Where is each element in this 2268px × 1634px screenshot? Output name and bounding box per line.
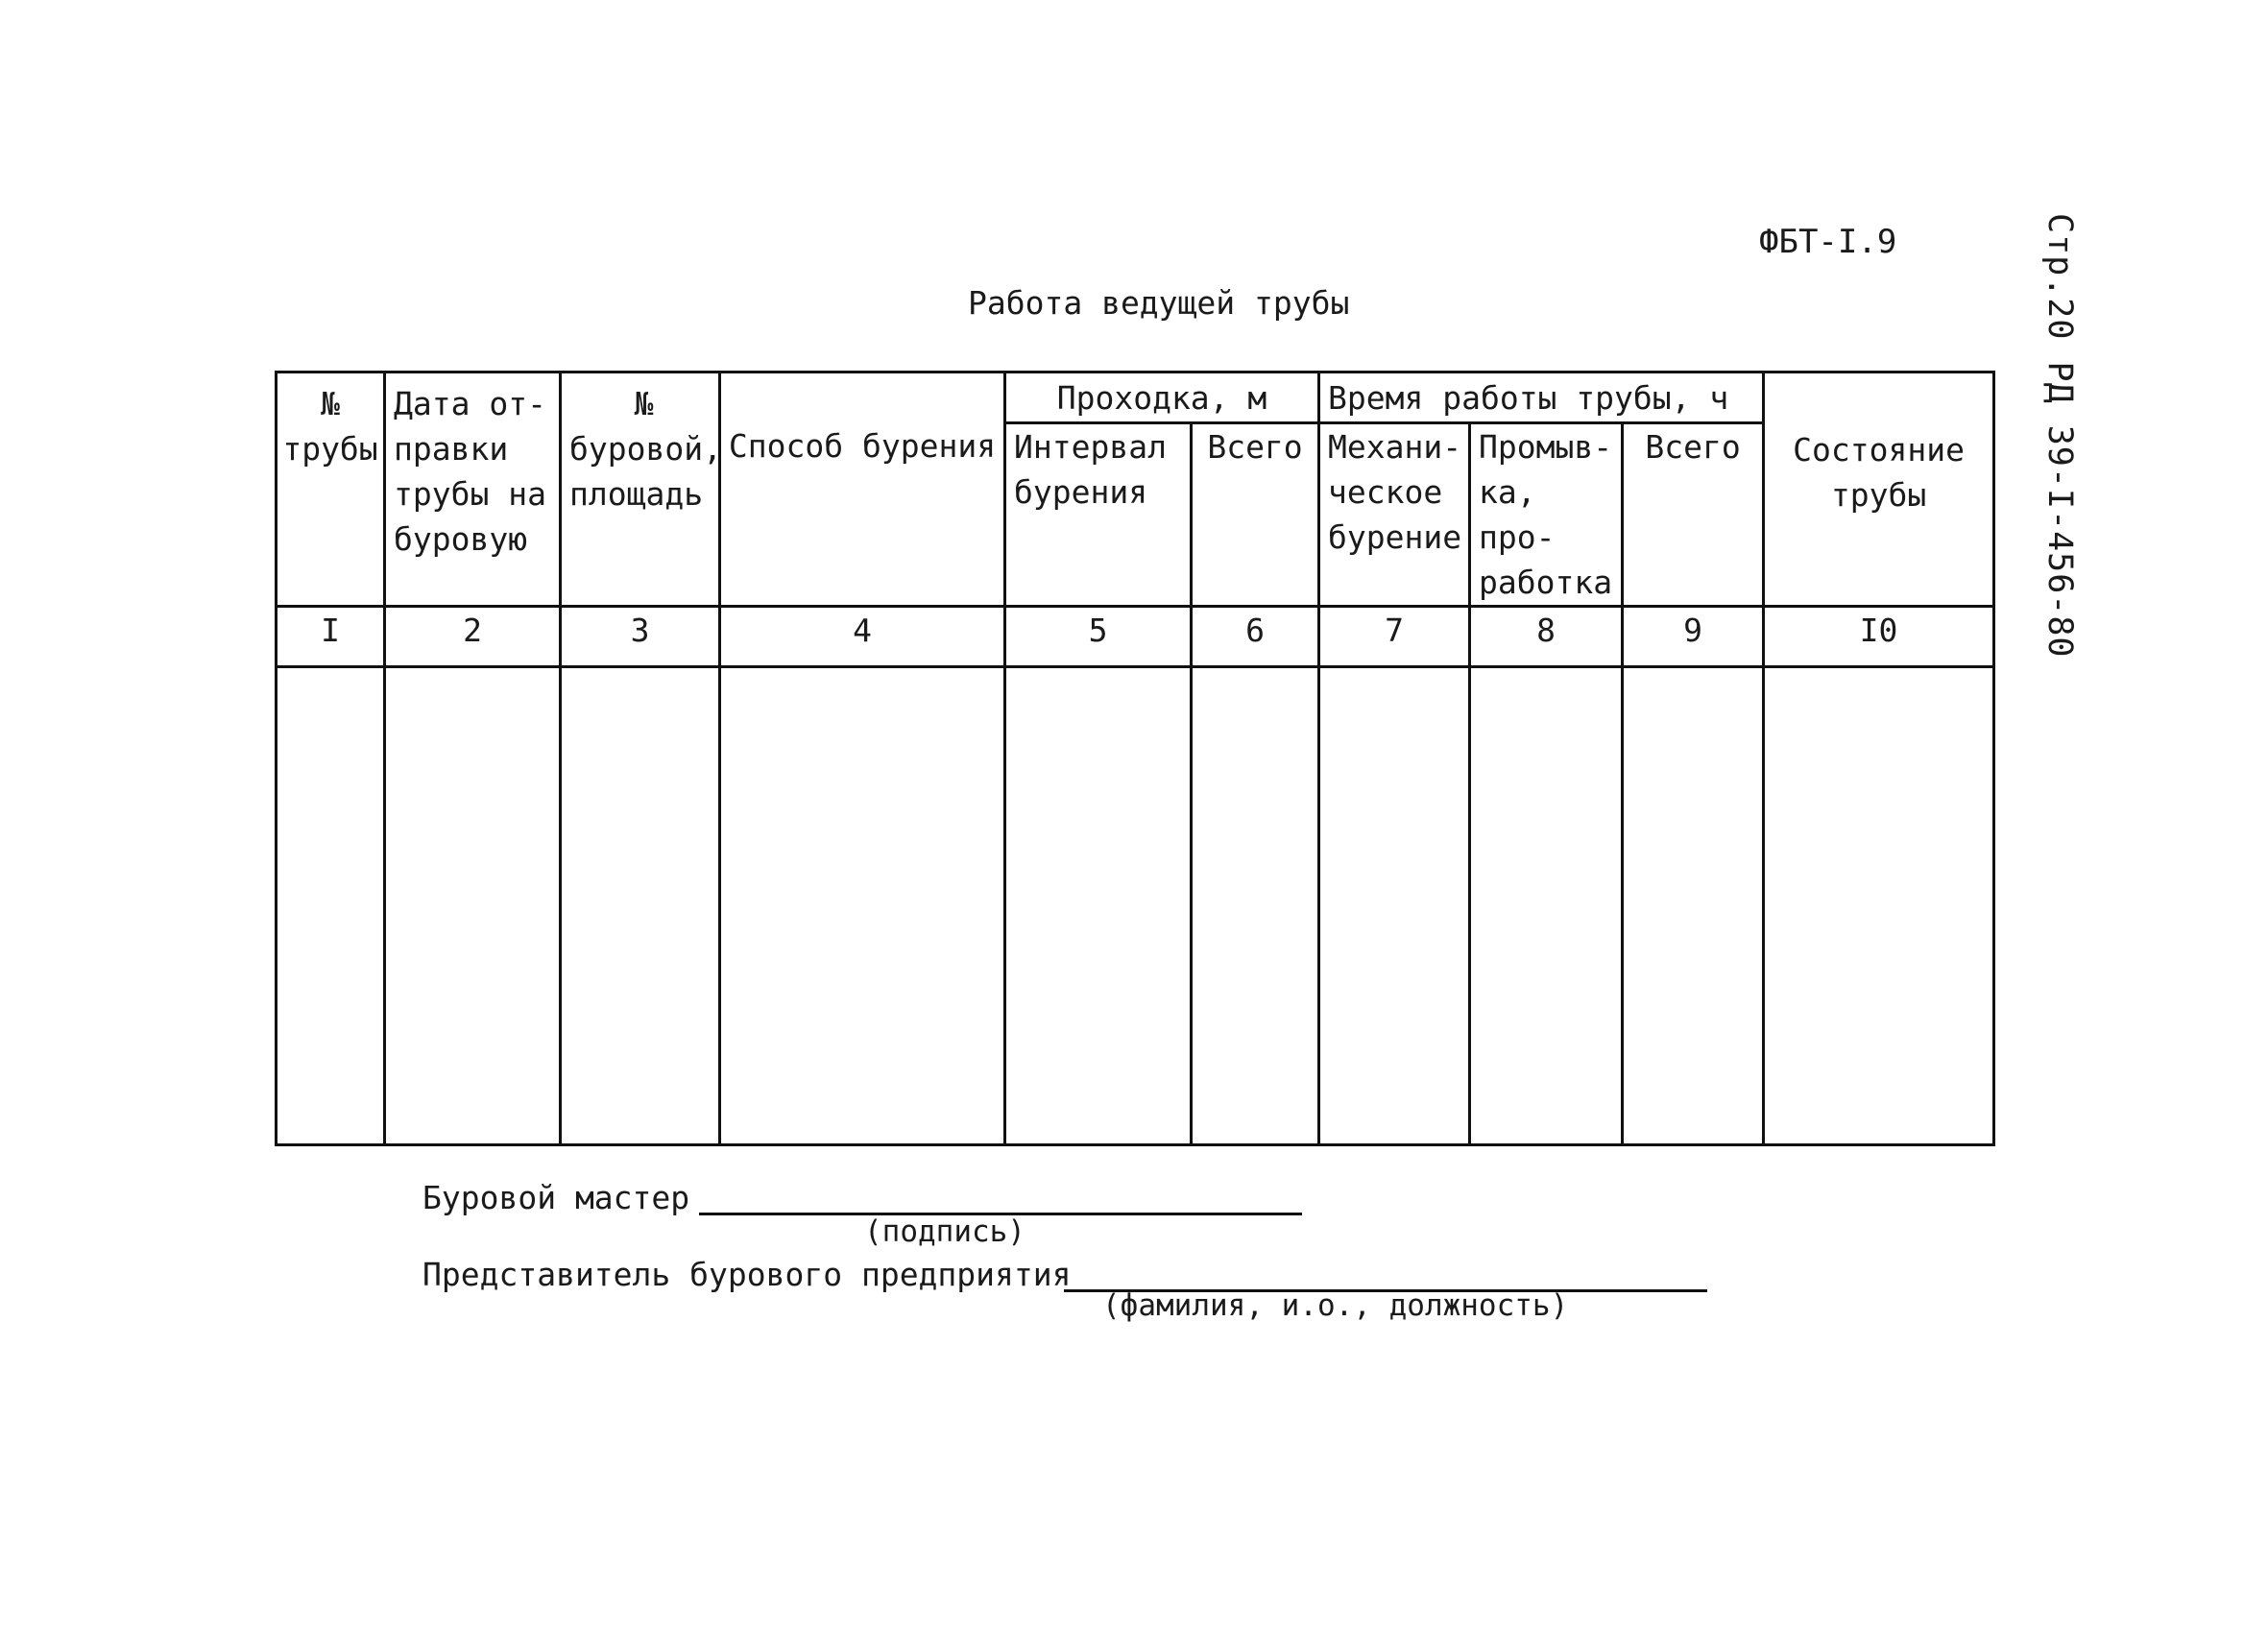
drilling-master-label: Буровой мастер — [422, 1179, 690, 1216]
table-row — [277, 667, 1994, 1145]
header-line: трубы — [1830, 476, 1927, 514]
header-line: правки — [394, 430, 509, 468]
column-number: 3 — [561, 607, 720, 667]
column-number: I — [277, 607, 385, 667]
header-flushing-reaming — [1470, 423, 1623, 607]
header-line: трубы на — [394, 475, 546, 513]
header-drilling-method — [720, 372, 1005, 607]
header-pipe-condition — [1764, 372, 1994, 607]
header-line: Промыв- — [1479, 428, 1613, 466]
header-line: буровой, — [569, 430, 722, 468]
header-line: Состояние — [1793, 431, 1965, 469]
column-number: I0 — [1764, 607, 1994, 667]
header-line: бурение — [1328, 518, 1462, 556]
empty-cell[interactable] — [1470, 667, 1623, 1145]
header-pipe-number — [277, 372, 385, 607]
empty-cell[interactable] — [561, 667, 720, 1145]
header-line: работка — [1479, 564, 1613, 601]
header-penetration-total — [1192, 423, 1319, 607]
header-line: бурения — [1014, 473, 1148, 511]
header-line: Дата от- — [394, 385, 546, 422]
column-number: 7 — [1319, 607, 1470, 667]
header-line: ческое — [1328, 473, 1443, 511]
column-number: 2 — [385, 607, 561, 667]
empty-cell[interactable] — [385, 667, 561, 1145]
header-line: буровую — [394, 520, 528, 558]
empty-cell[interactable] — [1764, 667, 1994, 1145]
header-line: ка, про- — [1479, 473, 1556, 556]
header-penetration-group — [1005, 372, 1319, 423]
header-line: Время работы трубы, ч — [1328, 378, 1729, 417]
column-number: 8 — [1470, 607, 1623, 667]
header-line: площадь — [569, 475, 704, 513]
header-line: Механи- — [1328, 428, 1462, 466]
header-line: Всего — [1207, 428, 1303, 466]
header-line: Проходка, м — [1056, 378, 1267, 417]
empty-cell[interactable] — [720, 667, 1005, 1145]
header-line: Способ бурения — [728, 427, 997, 465]
pipe-work-table — [275, 371, 1995, 1146]
header-line: Всего — [1645, 428, 1741, 466]
header-line: Интервал — [1014, 428, 1167, 466]
empty-cell[interactable] — [277, 667, 385, 1145]
header-line: трубы — [282, 430, 378, 468]
empty-cell[interactable] — [1192, 667, 1319, 1145]
empty-cell[interactable] — [1319, 667, 1470, 1145]
empty-cell[interactable] — [1623, 667, 1764, 1145]
column-number: 5 — [1005, 607, 1192, 667]
header-line: № — [634, 385, 654, 422]
header-worktime-group — [1319, 372, 1764, 423]
header-worktime-total — [1623, 423, 1764, 607]
header-drilling-interval — [1005, 423, 1192, 607]
column-number: 4 — [720, 607, 1005, 667]
column-number-row — [277, 607, 1994, 667]
column-number: 9 — [1623, 607, 1764, 667]
header-line: № — [321, 385, 340, 422]
form-code: ФБТ-I.9 — [1759, 223, 1897, 261]
name-position-hint: (фамилия, и.о., должность) — [1102, 1288, 1569, 1323]
representative-label: Представитель бурового предприятия — [422, 1256, 1072, 1293]
side-page-reference: Стр.20 РД 39-I-456-80 — [2040, 213, 2079, 659]
header-rig-number — [561, 372, 720, 607]
column-number: 6 — [1192, 607, 1319, 667]
header-dispatch-date — [385, 372, 561, 607]
document-title: Работа ведущей трубы — [968, 284, 1350, 322]
header-mechanical-drilling — [1319, 423, 1470, 607]
signature-hint: (подпись) — [864, 1214, 1025, 1249]
empty-cell[interactable] — [1005, 667, 1192, 1145]
